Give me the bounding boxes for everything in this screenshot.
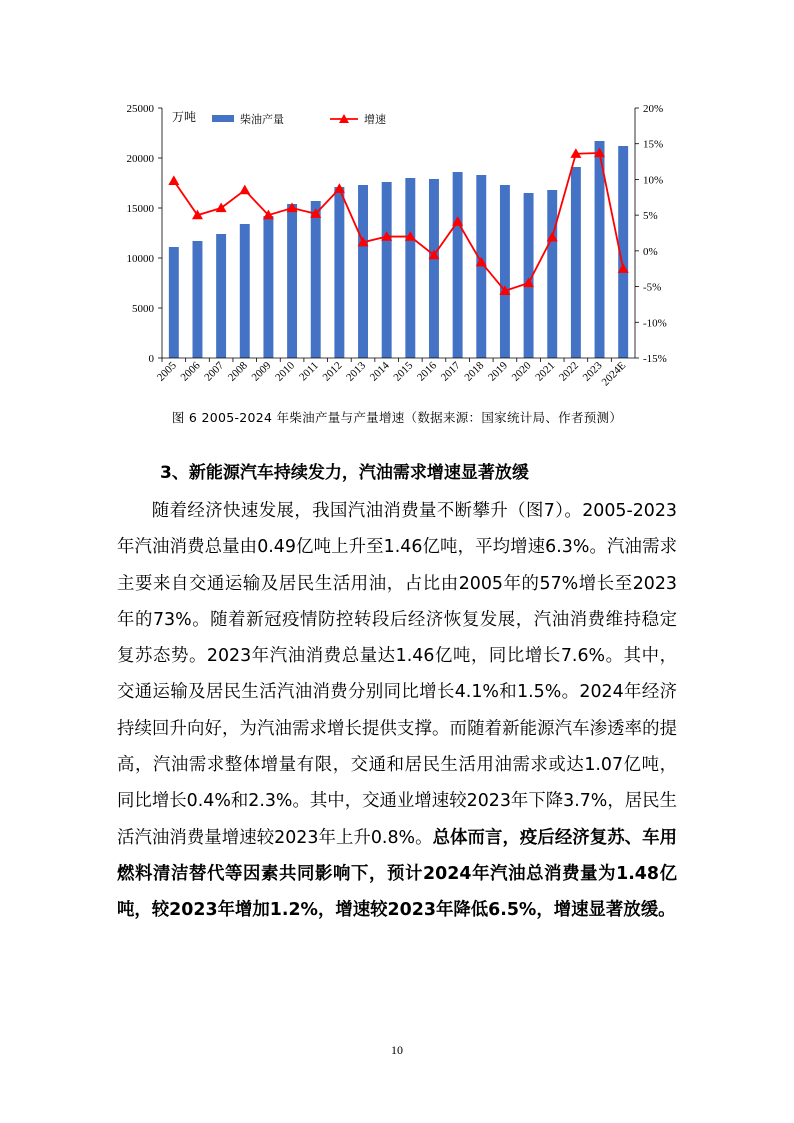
bar-2009 [263, 216, 273, 358]
right-tick-label: 20% [643, 103, 664, 115]
x-tick-label-2013: 2013 [344, 359, 369, 384]
bar-2012 [334, 187, 344, 358]
bar-2013 [358, 185, 368, 358]
bar-2011 [311, 201, 321, 358]
left-tick-label: 20000 [126, 153, 154, 165]
right-tick-label: -5% [643, 281, 662, 294]
bar-2008 [240, 224, 250, 358]
x-tick-label-2008: 2008 [225, 359, 250, 384]
right-tick-label: 0% [643, 245, 658, 258]
bar-2022 [571, 167, 581, 358]
left-tick-label: 15000 [126, 203, 154, 215]
growth-point-2008 [239, 185, 250, 195]
x-tick-label-2017: 2017 [438, 359, 463, 384]
legend-bar-label: 柴油产量 [240, 113, 284, 126]
bar-2019 [500, 185, 510, 358]
growth-line-series [168, 148, 628, 295]
axes [127, 103, 667, 388]
x-tick-label-2005: 2005 [154, 359, 179, 384]
right-tick-label: 5% [643, 210, 658, 223]
x-tick-label-2007: 2007 [202, 359, 227, 384]
figure-caption: 图 6 2005-2024 年柴油产量与产量增速（数据来源：国家统计局、作者预测） [171, 410, 623, 425]
bar-2006 [193, 241, 203, 358]
body-text [117, 493, 677, 929]
x-tick-label-2009: 2009 [249, 359, 274, 384]
paragraph [117, 493, 677, 929]
bar-2010 [287, 204, 297, 358]
x-tick-label-2011: 2011 [297, 359, 321, 384]
paragraph-normal-text: 随着经济快速发展，我国汽油消费量不断攀升（图7）。2005-2023年汽油消费总量由0.49亿吨上升至1.46亿吨，平均增速6.3%。汽油需求主要来自交通运输及居民生活用油，占比由2005年的57%增长至2023年的73%。随着新冠疫情防控转段后经济恢复发展，汽油消费维持稳定复苏态势。2023年汽油消费总量达1.46亿吨，同比增长7.6%。其中，交通运输及居民生活汽油消费分别同比增长4.1%和1.5%。2024年经济持续回升向好，为汽油需求增长提供支撑。而随着新能源汽车渗透率的提高，汽油需求整体增量有限，交通和居民生活用油需求或达1.07亿吨，同比增长0.4%和2.3%。其中，交通业增速较2023年下降3.7%，居民生活汽油消费量增速较2023年上升0.8%。 [117, 501, 677, 848]
right-tick-label: -10% [643, 317, 667, 330]
x-tick-label-2014: 2014 [367, 359, 392, 384]
bars-series [169, 141, 628, 358]
left-axis-unit: 万吨 [172, 110, 197, 124]
x-tick-label-2023: 2023 [580, 359, 605, 384]
bar-2014 [382, 182, 392, 358]
growth-point-2007 [216, 203, 227, 213]
page-number: 10 [391, 1043, 403, 1057]
x-tick-label-2012: 2012 [320, 359, 345, 384]
x-tick-label-2018: 2018 [462, 359, 487, 384]
left-tick-label: 25000 [126, 103, 154, 115]
x-tick-label-2022: 2022 [556, 359, 581, 384]
growth-point-2005 [168, 175, 179, 185]
section-heading: 3、新能源汽车持续发力，汽油需求增速显著放缓 [160, 463, 529, 483]
right-tick-label: 15% [643, 138, 664, 151]
bar-2021 [547, 190, 557, 358]
x-tick-label-2015: 2015 [391, 359, 416, 384]
bar-2007 [216, 234, 226, 358]
left-tick-label: 5000 [132, 303, 154, 315]
left-tick-label: 10000 [126, 253, 154, 265]
right-tick-label: -15% [643, 353, 667, 365]
x-tick-label-2010: 2010 [273, 359, 298, 384]
left-tick-label: 0 [148, 353, 154, 365]
bar-2016 [429, 179, 439, 358]
x-tick-label-2006: 2006 [178, 359, 203, 384]
x-tick-label-2016: 2016 [415, 359, 440, 384]
legend-line-label: 增速 [364, 113, 386, 126]
bar-2017 [453, 172, 463, 358]
paragraph-bold-text: 总体而言，疫后经济复苏、车用燃料清洁替代等因素共同影响下，预计2024年汽油总消费量为1.48亿吨，较2023年增加1.2%，增速较2023年降低6.5%，增速显著放缓。 [117, 827, 677, 921]
legend-bar-swatch [212, 115, 234, 122]
x-tick-label-2020: 2020 [509, 359, 534, 384]
x-tick-label-2021: 2021 [533, 359, 558, 384]
bar-2015 [405, 178, 415, 358]
x-tick-label-2024E: 2024E [599, 359, 629, 389]
right-tick-label: 10% [643, 174, 664, 187]
diesel-production-chart [110, 92, 700, 397]
x-tick-label-2019: 2019 [486, 359, 511, 384]
legend [212, 112, 386, 126]
bar-2005 [169, 247, 179, 358]
